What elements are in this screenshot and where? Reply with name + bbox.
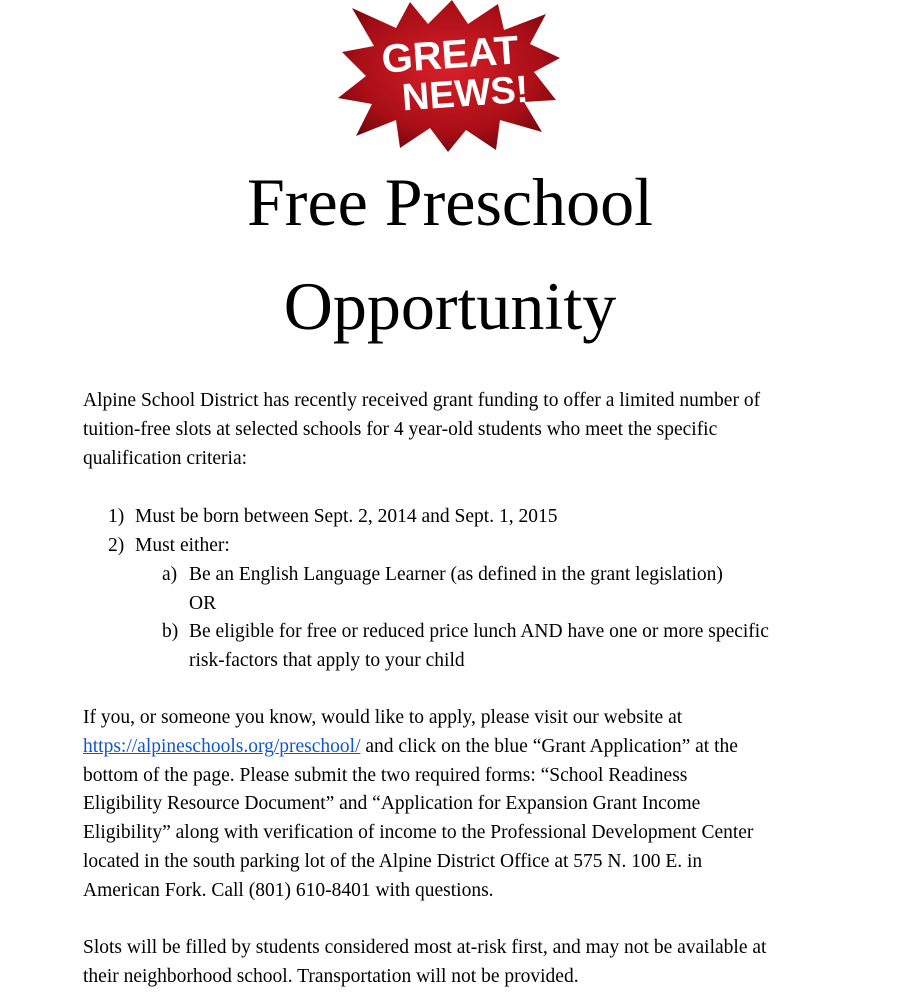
preschool-website-link[interactable]: https://alpineschools.org/preschool/ [83,736,361,757]
criteria-item [108,534,230,557]
sub-criteria-letter: a) [162,564,178,585]
badge-line-great: GREAT [380,28,520,82]
sub-criteria-text: Be eligible for free or reduced price lunch AND have one or more specific [189,621,769,642]
closing-line: their neighborhood school. Transportation will not be provided. [83,966,579,987]
title-line-2: Opportunity [283,268,617,344]
apply-line-rest: and click on the blue “Grant Application” at the [360,736,738,757]
apply-line: Eligibility” along with verification of income to the Professional Development Center [83,822,754,843]
apply-line: bottom of the page. Please submit the two required forms: “School Readiness [83,765,688,786]
criteria-text: Must be born between Sept. 2, 2014 and Sept. 1, 2015 [135,506,558,527]
apply-line [83,735,738,758]
sub-criteria-text-continued: risk-factors that apply to your child [189,650,465,671]
apply-line: American Fork. Call (801) 610-8401 with questions. [83,880,494,901]
sub-criteria-text: Be an English Language Learner (as defined in the grant legislation) [189,564,723,585]
criteria-number: 1) [108,506,125,527]
criteria-item [108,505,558,528]
intro-line: tuition-free slots at selected schools for 4 year-old students who meet the specific [83,419,718,440]
criteria-number: 2) [108,535,125,556]
apply-line: located in the south parking lot of the Alpine District Office at 575 N. 100 E. in [83,851,703,872]
intro-line: qualification criteria: [83,448,248,469]
apply-line: If you, or someone you know, would like to apply, please visit our website at [83,707,683,728]
or-separator: OR [189,593,217,614]
criteria-text: Must either: [135,535,230,556]
title-line-1: Free Preschool [246,164,653,240]
intro-line: Alpine School District has recently received grant funding to offer a limited number of [83,390,761,411]
great-news-badge [338,0,560,152]
sub-criteria-letter: b) [162,621,179,642]
closing-line: Slots will be filled by students considered most at-risk first, and may not be available at [83,937,767,958]
sub-criteria-item [162,620,769,643]
apply-line: Eligibility Resource Document” and “Application for Expansion Grant Income [83,793,701,814]
badge-line-news: NEWS! [400,68,530,120]
sub-criteria-item [162,563,723,586]
